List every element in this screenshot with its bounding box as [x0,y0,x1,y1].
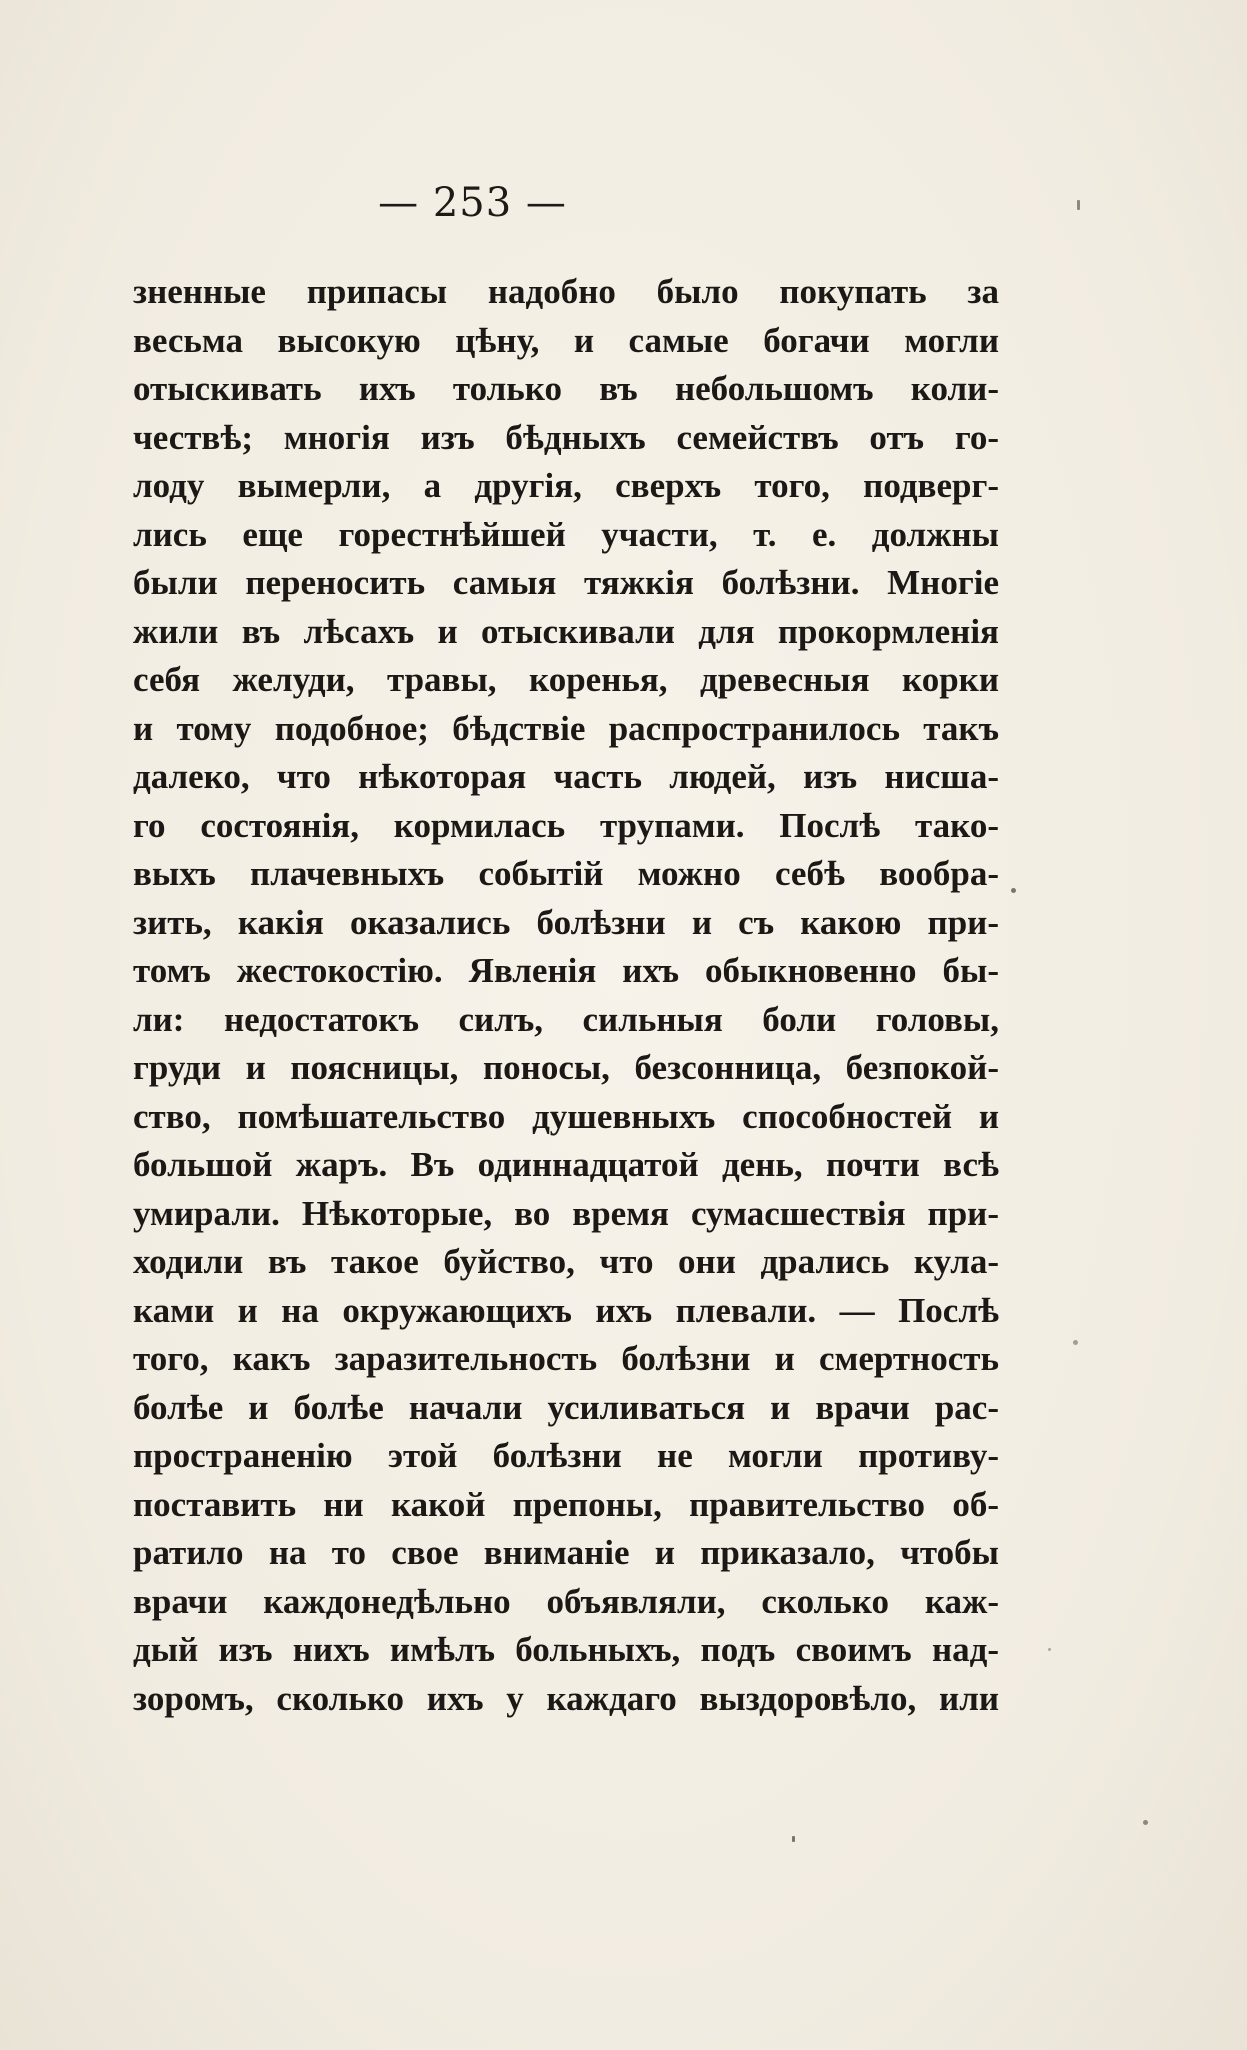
paper-speck [1011,888,1016,893]
text-line: пространенію этой болѣзни не могли противу- [133,1436,999,1475]
paper-speck [1077,200,1080,210]
text-line: ство, помѣшательство душевныхъ способностей и [133,1096,999,1136]
paper-speck [1073,1340,1078,1345]
text-line: го состоянія, кормилась трупами. Послѣ тако- [133,805,999,845]
text-line: поставить ни какой препоны, правительство об- [133,1484,999,1524]
text-line: ходили въ такое буйство, что они дрались кула- [133,1242,999,1281]
text-line: и тому подобное; бѣдствіе распространилось такъ [133,708,999,748]
paper-speck [1143,1820,1148,1825]
text-line: того, какъ заразительность болѣзни и смертность [133,1339,999,1378]
text-line: ратило на то свое вниманіе и приказало, чтобы [133,1533,999,1572]
text-line: далеко, что нѣкоторая часть людей, изъ нисша- [133,757,999,796]
page-number: — 253 — [378,180,567,226]
text-line: были переносить самыя тяжкія болѣзни. Многіе [133,563,999,602]
text-line: лоду вымерли, а другія, сверхъ того, подверг- [133,466,999,505]
text-line: лись еще горестнѣйшей участи, т. е. должны [133,514,999,554]
text-line: большой жаръ. Въ одиннадцатой день, почти всѣ [133,1145,999,1184]
paper-speck [792,1836,795,1842]
text-line: ками и на окружающихъ ихъ плевали. — Послѣ [133,1290,999,1330]
text-line: отыскивать ихъ только въ небольшомъ коли- [133,369,999,408]
paper-speck [1048,1648,1051,1651]
text-line: зоромъ, сколько ихъ у каждаго выздоровѣло, или [133,1678,999,1718]
text-line: дый изъ нихъ имѣлъ больныхъ, подъ своимъ над- [133,1630,999,1669]
text-line: чествѣ; многія изъ бѣдныхъ семействъ отъ го- [133,417,999,457]
text-line: томъ жестокостію. Явленія ихъ обыкновенно бы- [133,951,999,990]
body-text [133,268,999,1723]
text-line: болѣе и болѣе начали усиливаться и врачи рас- [133,1387,999,1427]
text-line: врачи каждонедѣльно объявляли, сколько каж- [133,1581,999,1621]
text-line: ли: недостатокъ силъ, сильныя боли головы, [133,999,999,1039]
text-line: груди и поясницы, поносы, безсонница, безпокой- [133,1048,999,1087]
text-line: умирали. Нѣкоторые, во время сумасшествія при- [133,1193,999,1233]
text-line: зненные припасы надобно было покупать за [133,272,999,311]
text-line: весьма высокую цѣну, и самые богачи могли [133,320,999,360]
text-line: себя желуди, травы, коренья, древесныя корки [133,660,999,699]
text-line: жили въ лѣсахъ и отыскивали для прокормленія [133,611,999,651]
text-line: выхъ плачевныхъ событій можно себѣ вообра- [133,854,999,893]
text-line: зить, какія оказались болѣзни и съ какою при- [133,902,999,942]
